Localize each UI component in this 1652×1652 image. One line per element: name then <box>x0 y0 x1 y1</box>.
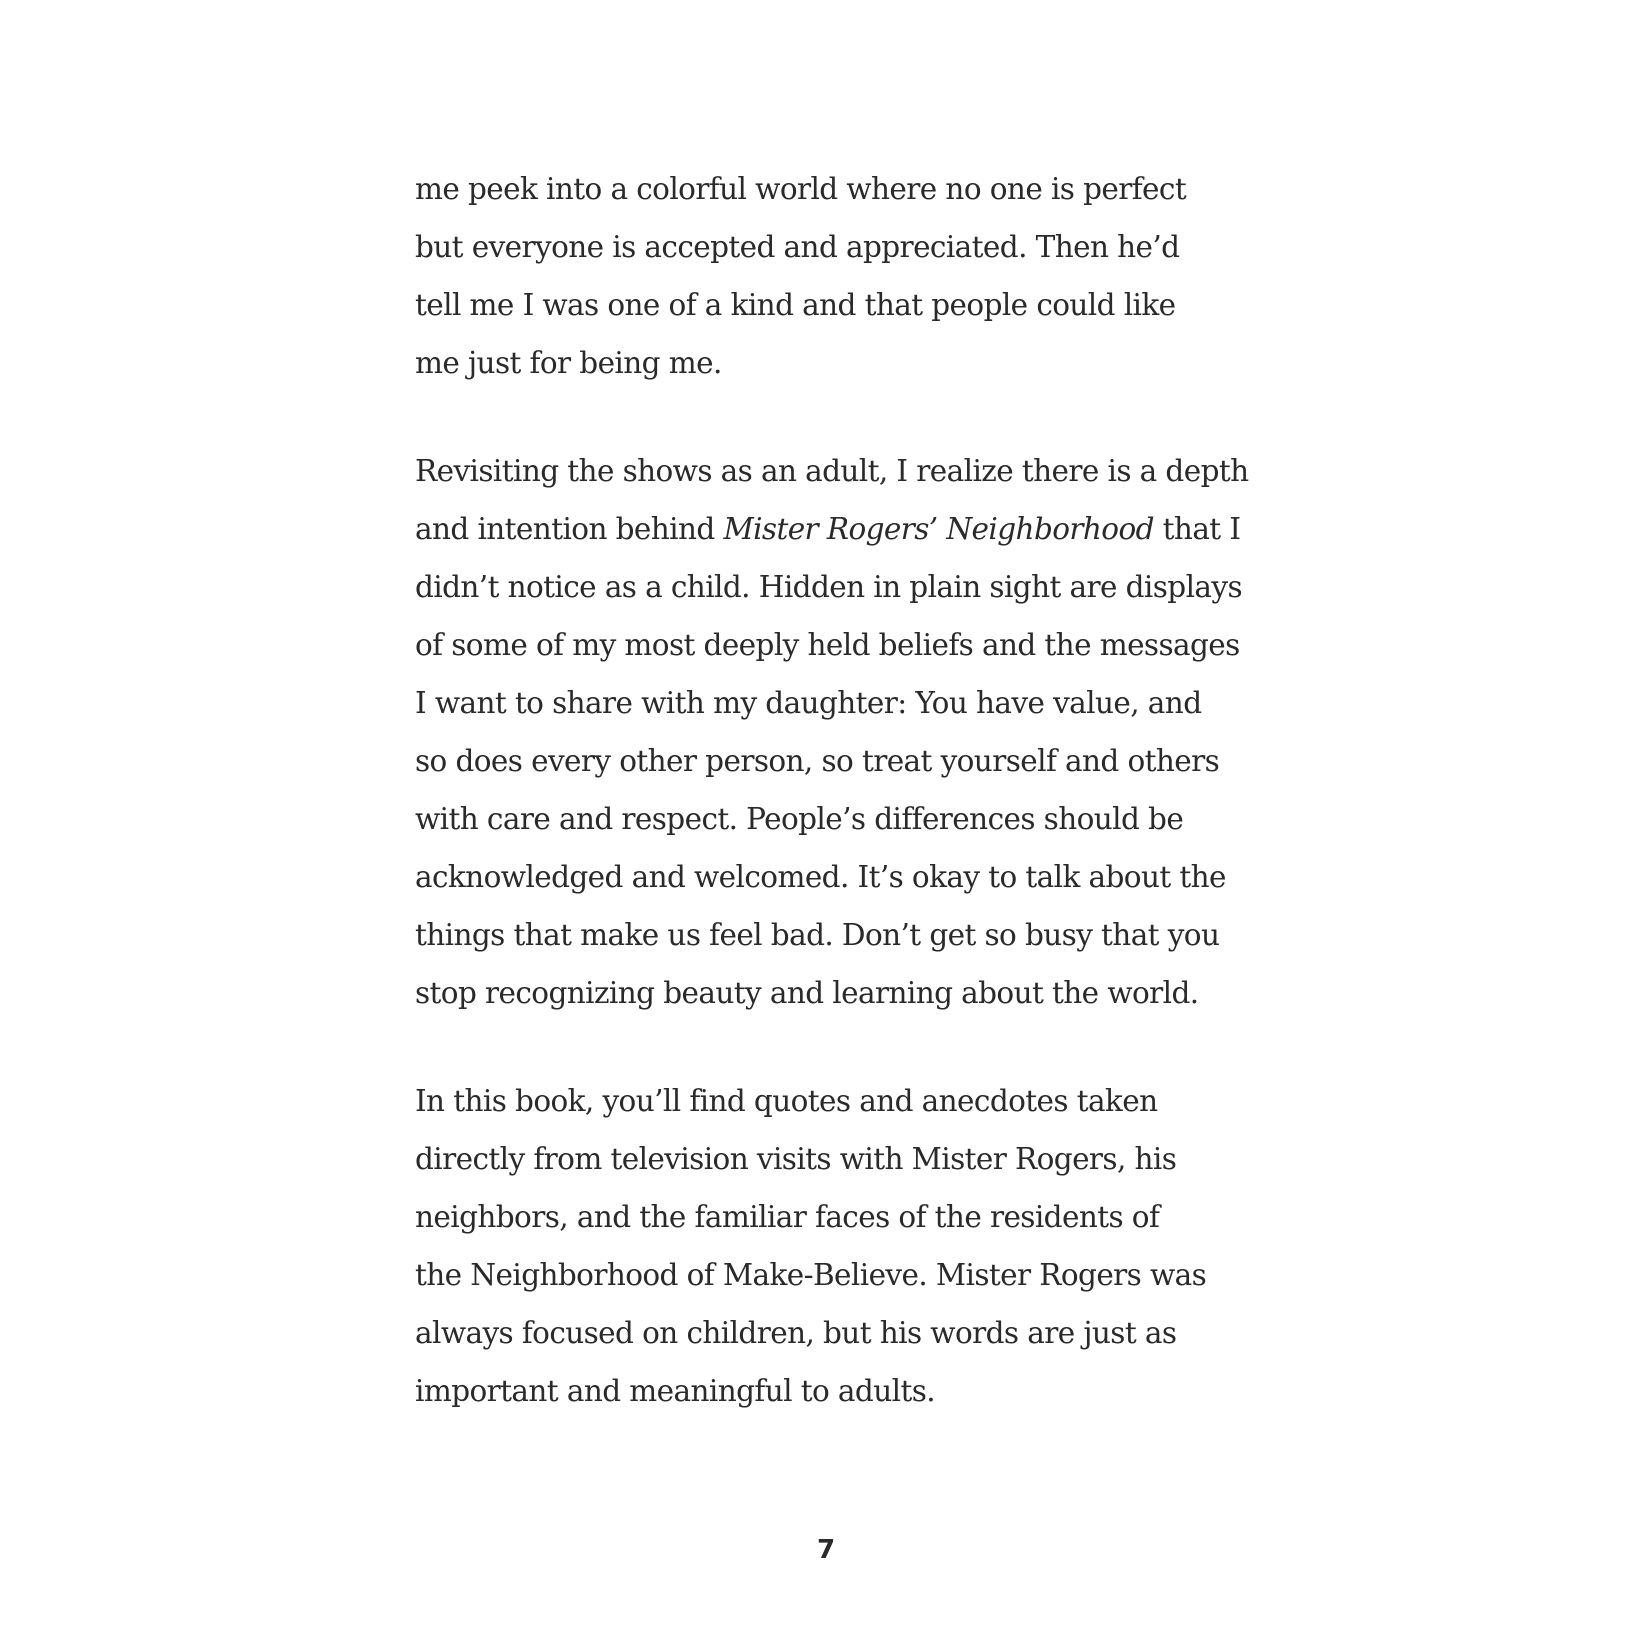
text-line: so does every other person, so treat yourself and others <box>415 744 1220 778</box>
text-line: important and meaningful to adults. <box>415 1374 936 1408</box>
text-line: me just for being me. <box>415 346 722 380</box>
paragraph-2 <box>415 442 1255 1022</box>
text-line: of some of my most deeply held beliefs and the messages <box>415 628 1240 662</box>
text-line: me peek into a colorful world where no one is perfect <box>415 172 1187 206</box>
paragraph-3 <box>415 1072 1255 1420</box>
paragraph-gap <box>415 392 1255 442</box>
text-line: things that make us feel bad. Don’t get so busy that you <box>415 918 1220 952</box>
text-line: the Neighborhood of Make-Believe. Mister Rogers was <box>415 1258 1207 1292</box>
text-segment: and intention behind <box>415 512 724 546</box>
text-line: tell me I was one of a kind and that people could like <box>415 288 1176 322</box>
text-line: didn’t notice as a child. Hidden in plain sight are displays <box>415 570 1242 604</box>
text-line-with-title <box>415 500 1255 558</box>
text-line: neighbors, and the familiar faces of the residents of <box>415 1200 1160 1234</box>
text-line: Revisiting the shows as an adult, I realize there is a depth <box>415 454 1249 488</box>
text-line: always focused on children, but his words are just as <box>415 1316 1177 1350</box>
body-text <box>415 160 1255 1420</box>
paragraph-gap <box>415 1022 1255 1072</box>
text-line: acknowledged and welcomed. It’s okay to talk about the <box>415 860 1226 894</box>
text-line: I want to share with my daughter: You have value, and <box>415 686 1202 720</box>
text-line: In this book, you’ll find quotes and anecdotes taken <box>415 1084 1158 1118</box>
text-line: directly from television visits with Mister Rogers, his <box>415 1142 1177 1176</box>
text-segment: that I <box>1153 512 1241 546</box>
paragraph-1 <box>415 160 1255 392</box>
text-line: with care and respect. People’s differences should be <box>415 802 1184 836</box>
page-number: 7 <box>816 1535 836 1565</box>
text-line: stop recognizing beauty and learning about the world. <box>415 976 1199 1010</box>
text-line: but everyone is accepted and appreciated. Then he’d <box>415 230 1180 264</box>
book-title-italic: Mister Rogers’ Neighborhood <box>723 512 1154 546</box>
